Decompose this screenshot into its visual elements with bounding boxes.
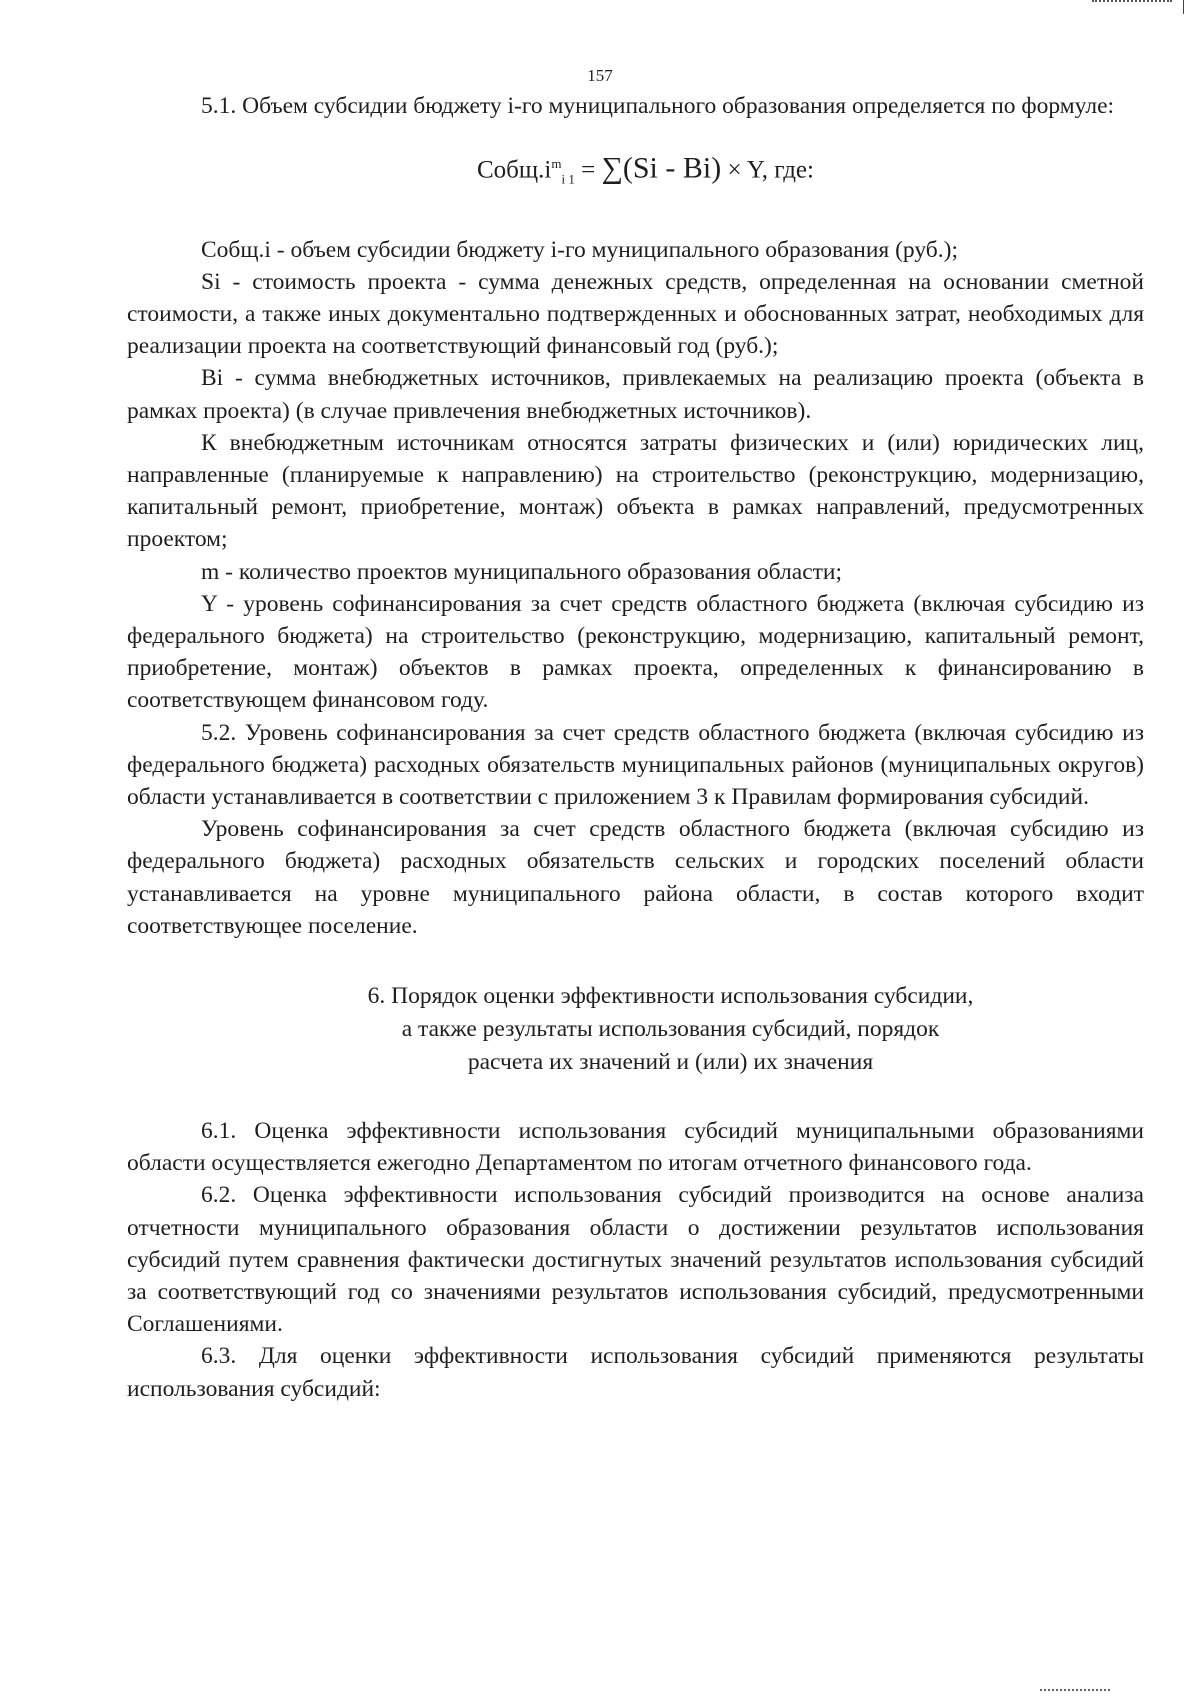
paragraph: 6.2. Оценка эффективности использования субсидий производится на основе анализа отчетности муниципального образования области о достижении результатов использования субсидий путем сравнения фактически достигнутых значений результатов использования субсидий за соответствующий год со значениями результатов использования субсидий, предусмотренными Соглашениями. (127, 1182, 1144, 1338)
paragraph: Bi - сумма внебюджетных источников, привлекаемых на реализацию проекта (объекта в рамках проекта) (в случае привлечения внебюджетных источников). (127, 365, 1144, 424)
formula-sub: i 1 (561, 171, 575, 187)
paragraph: Уровень софинансирования за счет средств областного бюджета (включая субсидию из федерального бюджета) расходных обязательств сельских и городских поселений области устанавливается на уровне муниципального района области, в состав которого входит соответствующее поселение. (127, 816, 1144, 939)
paragraph: 6.3. Для оценки эффективности использования субсидий применяются результаты использования субсидий: (127, 1343, 1144, 1402)
heading-line: 6. Порядок оценки эффективности использования субсидии, (367, 983, 974, 1009)
heading-line: а также результаты использования субсидий, порядок (401, 1016, 940, 1042)
scan-artifact (1092, 0, 1172, 5)
paragraph: 5.2. Уровень софинансирования за счет средств областного бюджета (включая субсидию из федерального бюджета) расходных обязательств муниципальных районов (муниципальных округов) области устанавливается в соответствии с приложением 3 к Правилам формирования субсидий. (127, 719, 1144, 810)
formula-sup: m (551, 156, 562, 172)
paragraph: Y - уровень софинансирования за счет средств областного бюджета (включая субсидию из федерального бюджета) на строительство (реконструкцию, модернизацию, капитальный ремонт, приобретение, монтаж) объектов в рамках проекта, определенных к финансированию в соответствующем финансовом году. (127, 590, 1144, 714)
paragraph: Si - стоимость проекта - сумма денежных средств, определенная на основании сметной стоимости, а также иных документально подтвержденных и обоснованных затрат, необходимых для реализации проекта на соответствующий финансовый год (руб.); (127, 268, 1144, 360)
paragraph: m - количество проектов муниципального образования области; (201, 558, 843, 585)
page-number: 157 (587, 66, 613, 85)
formula-eq: = (574, 156, 602, 184)
document-body (127, 90, 1144, 1405)
paragraph: К внебюджетным источникам относятся затраты физических и (или) юридических лиц, направленные (планируемые к направлению) на строительство (реконструкцию, модернизацию, капитальный ремонт, приобретение, монтаж) объекта в рамках направлений, предусмотренных проектом; (127, 429, 1144, 553)
scan-artifact (1040, 1689, 1110, 1694)
heading-line: расчета их значений и (или) их значения (467, 1049, 874, 1075)
scan-artifact (1183, 0, 1184, 14)
sum-symbol: ∑ (601, 151, 623, 185)
paragraph: 5.1. Объем субсидии бюджету i-го муниципального образования определяется по формуле: (201, 93, 1115, 119)
formula-body: (Si - Bi) (622, 151, 722, 185)
section-heading (127, 980, 1144, 1079)
formula (127, 144, 1144, 199)
formula-tail: × Y, где: (721, 156, 814, 184)
formula-lhs: Собщ.i (477, 156, 552, 184)
paragraph: Собщ.i - объем субсидии бюджету i-го муниципального образования (руб.); (201, 236, 958, 263)
paragraph: 6.1. Оценка эффективности использования субсидий муниципальными образованиями области осуществляется ежегодно Департаментом по итогам отчетного финансового года. (127, 1118, 1144, 1177)
